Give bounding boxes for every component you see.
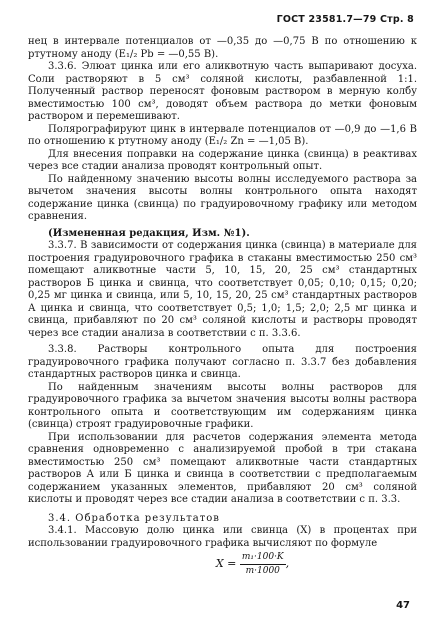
- paragraph-3-3-7: 3.3.7. В зависимости от содержания цинка (свинца) в материале для построения градуировочного графика в стаканы вместимостью 250 см³ помещают аликвотные части 5, 10, 15, 20, 25 см³ стандартных растворов Б цинка и свинца, что соответствует 0,05; 0,10; 0,15; 0,20; 0,25 мг цинка и свинца, или 5, 10, 15, 20, 25 см³ стандартных растворов А цинка и свинца, что соответствует 0,5; 1,0; 1,5; 2,0; 2,5 мг цинка и свинца, прибавляют по 20 см³ соляной кислоты и растворы проводят через все стадии анализа в соответствии с п. 3.3.6.: [28, 240, 417, 339]
- paragraph-polarography: Полярографируют цинк в интервале потенциалов от —0,9 до —1,6 В по отношению к ртутному аноду (E₁/₂ Zn = —1,05 В).: [28, 123, 417, 147]
- paragraph-wave-height: По найденному значению высоты волны исследуемого раствора за вычетом значения высоты волны контрольного опыта находят содержание цинка (свинца) по градуировочному графику или методом сравнения.: [28, 173, 417, 222]
- amendment-note: (Измененная редакция, Изм. №1).: [48, 227, 250, 239]
- formula-numerator: m₁·100·K: [240, 551, 286, 565]
- paragraph-continuation: нец в интервале потенциалов от —0,35 до —0,75 В по отношению к ртутному аноду (E₁/₂ Pb = —0,55 В).: [28, 36, 417, 60]
- formula-denominator: m·1000: [245, 565, 280, 576]
- formula-lhs: X =: [215, 557, 237, 570]
- page-number: 47: [396, 600, 410, 611]
- paragraph-calibration-graphs: По найденным значениям высоты волны растворов для градуировочного графика за вычетом значения высоты волны раствора контрольного опыта и соответствующим им содержаниям цинка (свинца) строят градуировочные графики.: [28, 381, 417, 430]
- paragraph-comparison-method: При использовании для расчетов содержания элемента метода сравнения одновременно с анализируемой пробой в три стакана вместимостью 250 см³ помещают аликвотные части стандартных растворов А или Б цинка и свинца в соответствии с предполагаемым содержанием указанных элементов, прибавляют 20 см³ соляной кислоты и проводят через все стадии анализа в соответствии с п. 3.3.: [28, 431, 417, 505]
- formula-tail: ,: [285, 557, 290, 570]
- paragraph-3-3-6: 3.3.6. Элюат цинка или его аликвотную часть выпаривают досуха. Соли растворяют в 5 см³ соляной кислоты, разбавленной 1:1. Полученный раствор переносят фоновым раствором в мерную колбу вместимостью 100 см³, доводят объем раствора до метки фоновым раствором и перемешивают.: [28, 61, 417, 122]
- section-heading-3-4: 3.4. Обработка результатов: [48, 512, 220, 524]
- paragraph-blank-correction: Для внесения поправки на содержание цинка (свинца) в реактивах через все стадии анализа проводят контрольный опыт.: [28, 148, 417, 172]
- mass-fraction-formula: [88, 551, 417, 577]
- formula-fraction: [240, 551, 286, 577]
- paragraph-3-4-1: 3.4.1. Массовую долю цинка или свинца (X) в процентах при использовании градуировочного графика вычисляют по формуле: [28, 525, 417, 549]
- paragraph-3-3-8: 3.3.8. Растворы контрольного опыта для построения градуировочного графика получают согласно п. 3.3.7 без добавления стандартных растворов цинка и свинца.: [28, 344, 417, 380]
- document-body: [28, 36, 417, 577]
- page-header: ГОСТ 23581.7—79 Стр. 8: [276, 14, 414, 25]
